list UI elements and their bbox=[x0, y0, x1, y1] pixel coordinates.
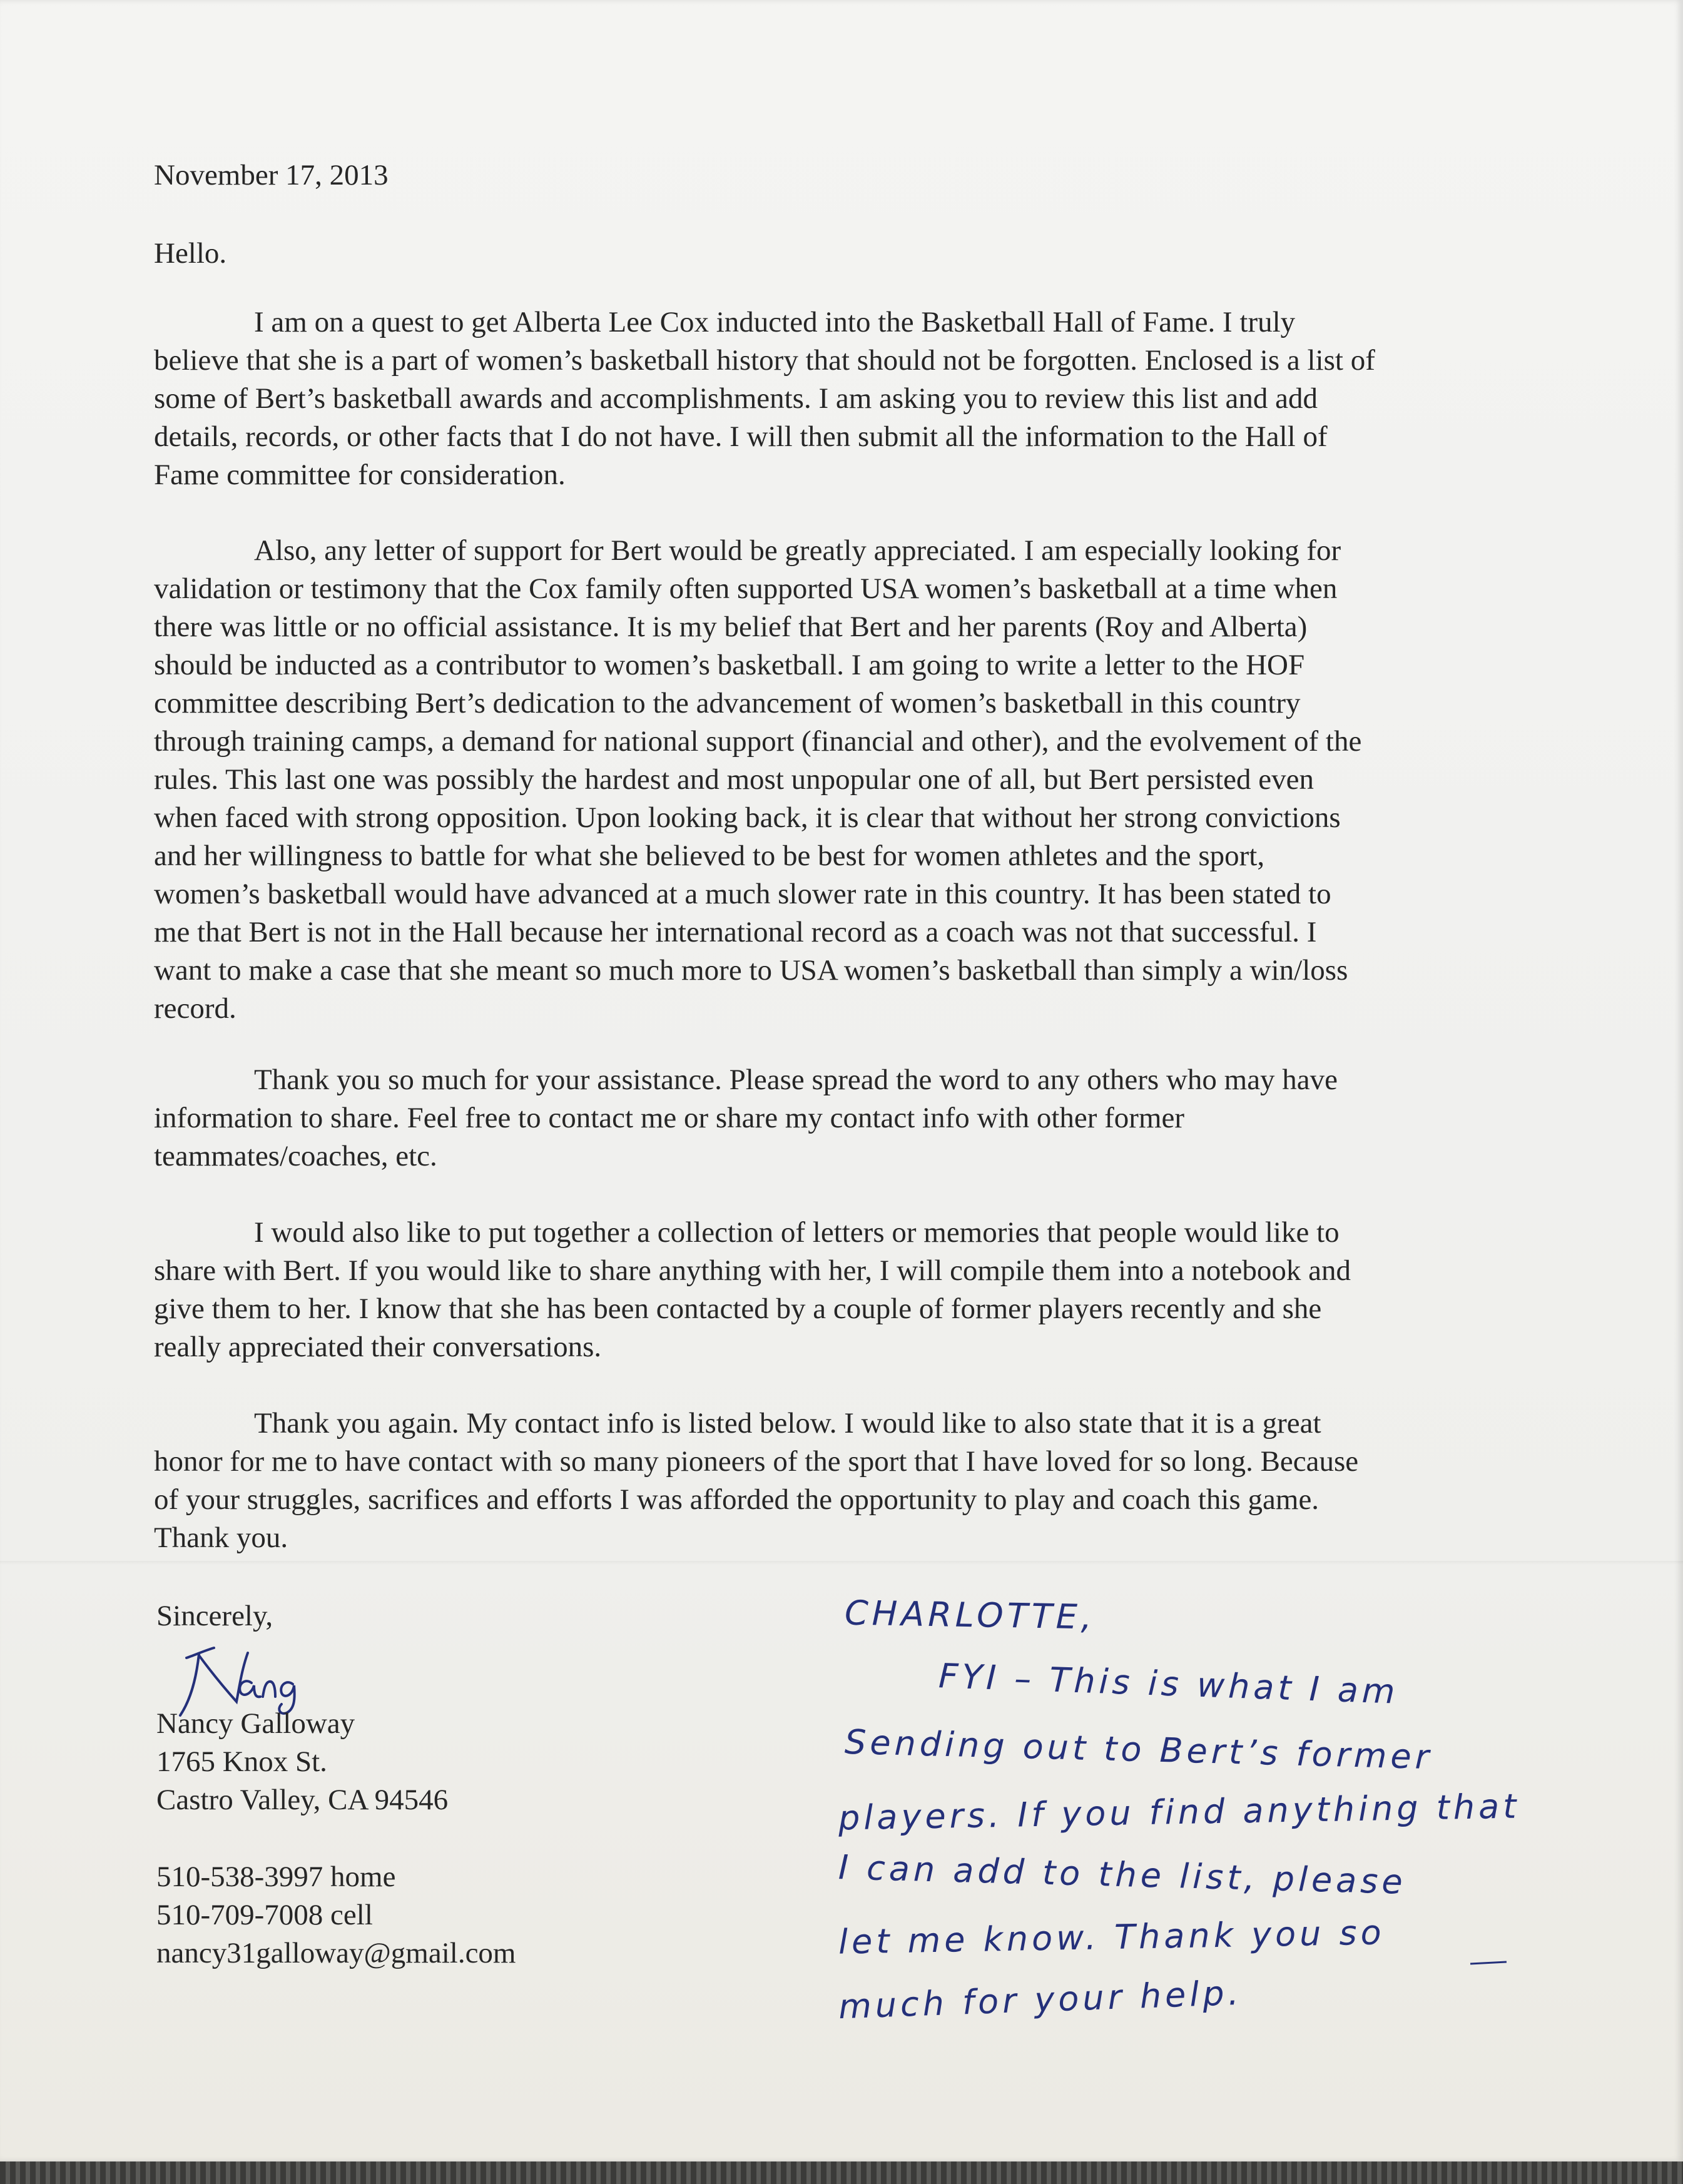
letter-date: November 17, 2013 bbox=[154, 159, 389, 191]
sender-name: Nancy Galloway bbox=[156, 1707, 355, 1740]
paragraph-line: when faced with strong opposition. Upon looking back, it is clear that without her strong convictions bbox=[154, 801, 1341, 834]
note-underline bbox=[1470, 1961, 1507, 1964]
paragraph-line: I am on a quest to get Alberta Lee Cox inducted into the Basketball Hall of Fame. I truly bbox=[254, 306, 1296, 338]
note-line: Sending out to Bert’s former bbox=[844, 1722, 1433, 1777]
paragraph-line: information to share. Feel free to contact me or share my contact info with other former bbox=[154, 1102, 1185, 1134]
paragraph-line: Thank you. bbox=[154, 1521, 288, 1554]
paragraph-line: through training camps, a demand for national support (financial and other), and the evolvement of the bbox=[154, 725, 1362, 758]
paragraph-line: record. bbox=[154, 992, 236, 1025]
paragraph-line: Fame committee for consideration. bbox=[154, 459, 566, 491]
paper-crease bbox=[0, 1561, 1683, 1565]
paragraph-line: honor for me to have contact with so many pioneers of the sport that I have loved for so long. Because bbox=[154, 1445, 1359, 1478]
sender-city: Castro Valley, CA 94546 bbox=[156, 1784, 449, 1816]
paragraph-line: believe that she is a part of women’s basketball history that should not be forgotten. Enclosed is a list of bbox=[154, 344, 1375, 377]
letter-paragraph bbox=[154, 532, 1530, 1028]
note-line: let me know. Thank you so bbox=[838, 1912, 1386, 1962]
sender-contact-block bbox=[156, 1705, 516, 1973]
letter-paragraph bbox=[154, 1214, 1530, 1366]
paragraph-line: of your struggles, sacrifices and efforts I was afforded the opportunity to play and coach this game. bbox=[154, 1483, 1319, 1516]
paragraph-line: Thank you again. My contact info is listed below. I would like to also state that it is a great bbox=[254, 1407, 1321, 1440]
paragraph-line: validation or testimony that the Cox family often supported USA women’s basketball at a time when bbox=[154, 572, 1338, 605]
note-line: much for your help. bbox=[838, 1973, 1243, 2027]
page-bottom-edge bbox=[0, 2161, 1683, 2184]
letter-greeting: Hello. bbox=[154, 237, 227, 270]
paragraph-line: details, records, or other facts that I do not have. I will then submit all the information to the Hall of bbox=[154, 420, 1328, 453]
paragraph-line: some of Bert’s basketball awards and accomplishments. I am asking you to review this list and add bbox=[154, 382, 1318, 415]
paragraph-line: share with Bert. If you would like to share anything with her, I will compile them into a notebook and bbox=[154, 1254, 1351, 1287]
paragraph-line: teammates/coaches, etc. bbox=[154, 1140, 437, 1172]
paragraph-line: women’s basketball would have advanced at a much slower rate in this country. It has been stated to bbox=[154, 878, 1331, 910]
sender-cell-phone: 510-709-7008 cell bbox=[156, 1899, 373, 1931]
paragraph-line: give them to her. I know that she has been contacted by a couple of former players recently and she bbox=[154, 1293, 1322, 1325]
paragraph-line: really appreciated their conversations. bbox=[154, 1331, 602, 1363]
paragraph-line: me that Bert is not in the Hall because her international record as a coach was not that successful. I bbox=[154, 916, 1317, 948]
paragraph-line: want to make a case that she meant so much more to USA women’s basketball than simply a win/loss bbox=[154, 954, 1348, 987]
note-line: I can add to the list, please bbox=[838, 1847, 1407, 1902]
sender-street: 1765 Knox St. bbox=[156, 1745, 327, 1778]
letter-paragraph bbox=[154, 303, 1530, 494]
paragraph-line: there was little or no official assistance. It is my belief that Bert and her parents (Roy and Alberta) bbox=[154, 611, 1308, 643]
paragraph-line: should be inducted as a contributor to women’s basketball. I am going to write a letter to the HOF bbox=[154, 649, 1305, 681]
sender-home-phone: 510-538-3997 home bbox=[156, 1861, 396, 1893]
paragraph-line: committee describing Bert’s dedication to the advancement of women’s basketball in this country bbox=[154, 687, 1301, 719]
note-line: CHARLOTTE, bbox=[844, 1593, 1096, 1637]
letter-paragraph bbox=[154, 1061, 1530, 1176]
letter-paragraph bbox=[154, 1404, 1530, 1557]
paragraph-line: Also, any letter of support for Bert would be greatly appreciated. I am especially looking for bbox=[254, 534, 1341, 567]
paragraph-line: and her willingness to battle for what she believed to be best for women athletes and the sport, bbox=[154, 840, 1265, 872]
paragraph-line: rules. This last one was possibly the hardest and most unpopular one of all, but Bert persisted even bbox=[154, 763, 1314, 796]
note-line: players. If you find anything that bbox=[838, 1786, 1520, 1838]
letter-closing: Sincerely, bbox=[156, 1600, 273, 1632]
sender-email: nancy31galloway@gmail.com bbox=[156, 1937, 516, 1969]
paragraph-line: I would also like to put together a collection of letters or memories that people would like to bbox=[254, 1216, 1340, 1249]
contact-spacer bbox=[156, 1819, 516, 1858]
paragraph-line: Thank you so much for your assistance. Please spread the word to any others who may have bbox=[254, 1064, 1338, 1096]
note-line: FYI – This is what I am bbox=[938, 1656, 1400, 1712]
